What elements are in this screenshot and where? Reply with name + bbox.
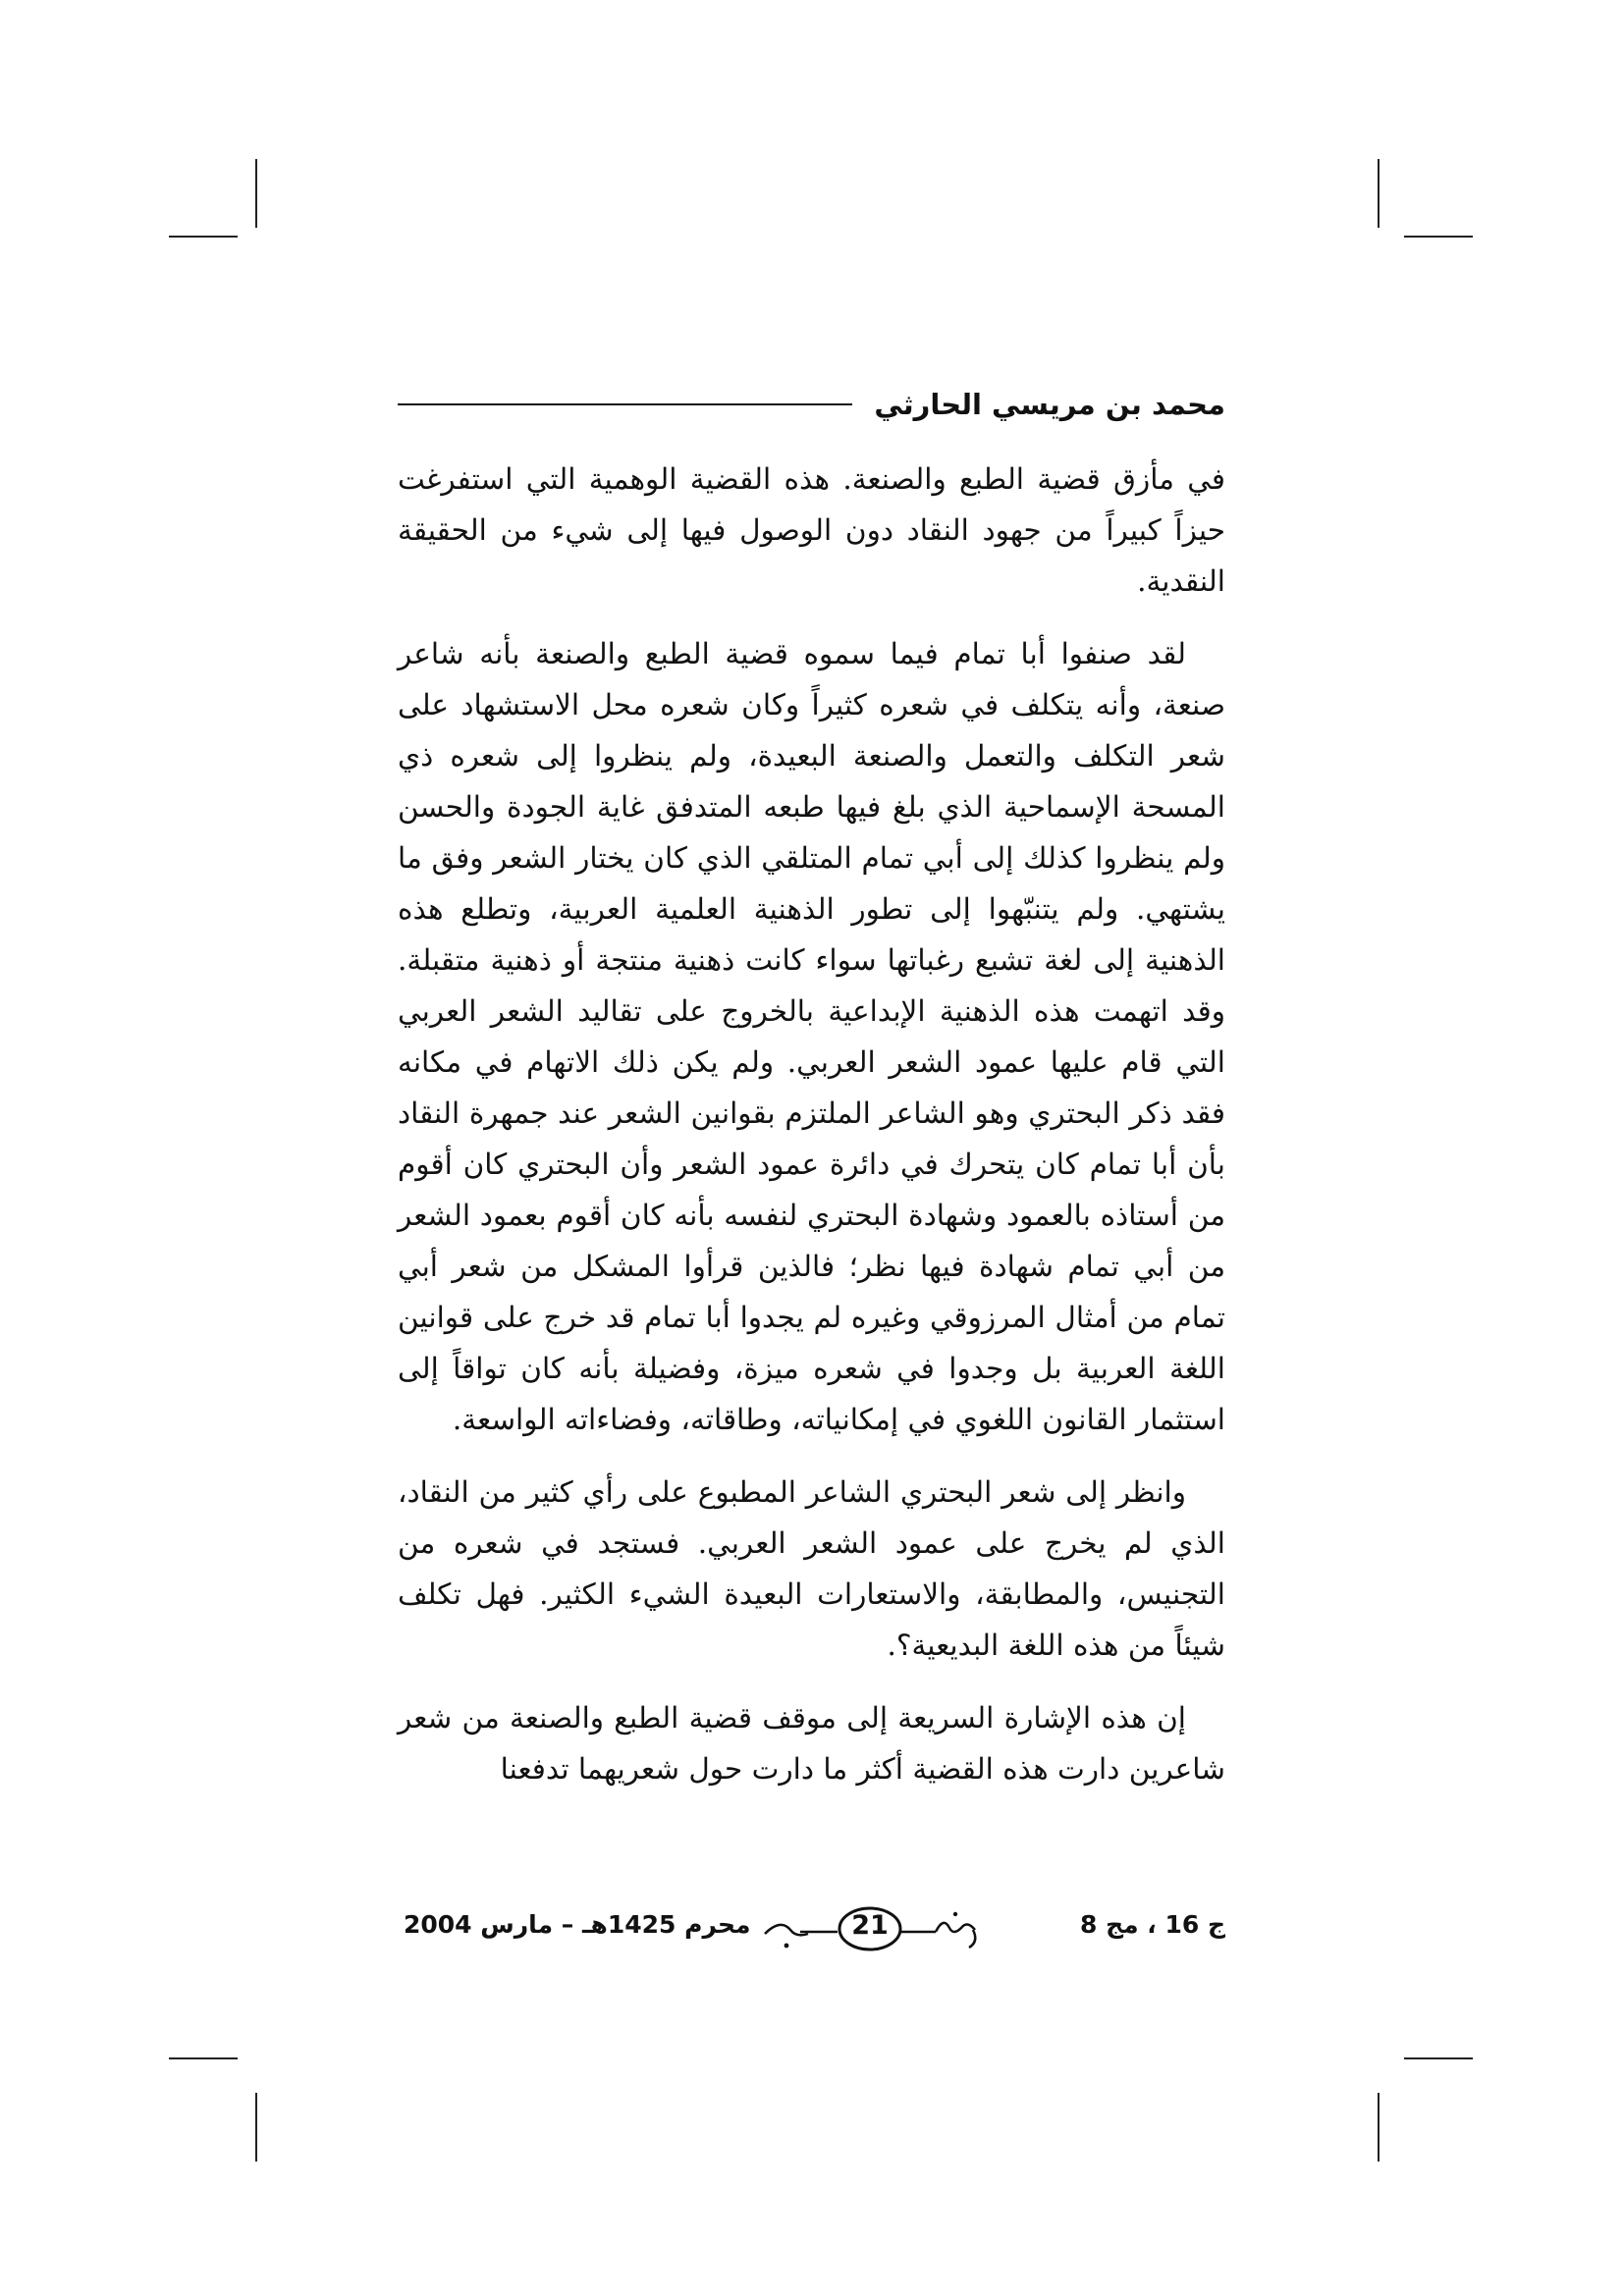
header-rule (398, 403, 852, 405)
crop-mark-top-right-vertical (1378, 159, 1380, 228)
running-header (398, 375, 1225, 434)
author-name: محمد بن مريسي الحارثي (874, 388, 1225, 421)
crop-mark-bottom-right-vertical (1378, 2093, 1380, 2162)
article-body (398, 454, 1225, 1816)
page-number: 21 (851, 1910, 889, 1941)
crop-mark-bottom-left-vertical (255, 2093, 257, 2162)
volume-number: ج 16 ، مج 8 (1079, 1910, 1225, 1939)
crop-mark-bottom-right-horizontal (1404, 2057, 1473, 2059)
paragraph-1: في مأزق قضية الطبع والصنعة. هذه القضية الوهمية التي استفرغت حيزاً كبيراً من جهود النقاد دون الوصول فيها إلى شيء من الحقيقة النقدية. (398, 462, 1225, 598)
journal-brand (761, 1898, 987, 1957)
paragraph-2: لقد صنفوا أبا تمام فيما سموه قضية الطبع والصنعة بأنه شاعر صنعة، وأنه يتكلف في شعره كثيراً وكان شعره محل الاستشهاد على شعر التكلف والتعمل والصنعة البعيدة، ولم ينظروا إلى شعره ذي المسحة الإسماحية الذي بلغ فيها طبعه المتدفق غاية الجودة والحسن ولم ينظروا كذلك إلى أبي تمام المتلقي الذي كان يختار الشعر وفق ما يشتهي. ولم يتنبّهوا إلى تطور الذهنية العلمية العربية، وتطلع هذه الذهنية إلى لغة تشبع رغباتها سواء كانت ذهنية منتجة أو ذهنية متقبلة. وقد اتهمت هذه الذهنية الإبداعية بالخروج على تقاليد الشعر العربي التي قام عليها عمود الشعر العربي. ولم يكن ذلك الاتهام في مكانه فقد ذكر البحتري وهو الشاعر الملتزم بقوانين الشعر عند جمهرة النقاد بأن أبا تمام كان يتحرك في دائرة عمود الشعر وأن البحتري كان أقوم من أستاذه بالعمود وشهادة البحتري لنفسه بأنه كان أقوم بعمود الشعر من أبي تمام شهادة فيها نظر؛ فالذين قرأوا المشكل من شعر أبي تمام من أمثال المرزوقي وغيره لم يجدوا أبا تمام قد خرج على قوانين اللغة العربية بل وجدوا في شعره ميزة، وفضيلة بأنه كان تواقاً إلى استثمار القانون اللغوي في إمكانياته، وطاقاته، وفضاءاته الواسعة. (398, 637, 1225, 1436)
paragraph-3: وانظر إلى شعر البحتري الشاعر المطبوع على رأي كثير من النقاد، الذي لم يخرج على عمود الشعر العربي. فستجد في شعره من التجنيس، والمطابقة، والاستعارات البعيدة الشيء الكثير. فهل تكلف شيئاً من هذه اللغة البديعية؟. (398, 1475, 1225, 1662)
paragraph-4: إن هذه الإشارة السريعة إلى موقف قضية الطبع والصنعة من شعر شاعرين دارت هذه القضية أكثر ما دارت حول شعريهما تدفعنا (398, 1701, 1225, 1786)
crop-mark-top-left-horizontal (169, 236, 238, 238)
page-footer (398, 1898, 1225, 1957)
crop-mark-bottom-left-horizontal (169, 2057, 238, 2059)
crop-mark-top-left-vertical (255, 159, 257, 228)
crop-mark-top-right-horizontal (1404, 236, 1473, 238)
issue-date: محرم 1425هـ – مارس 2004 (404, 1910, 751, 1939)
